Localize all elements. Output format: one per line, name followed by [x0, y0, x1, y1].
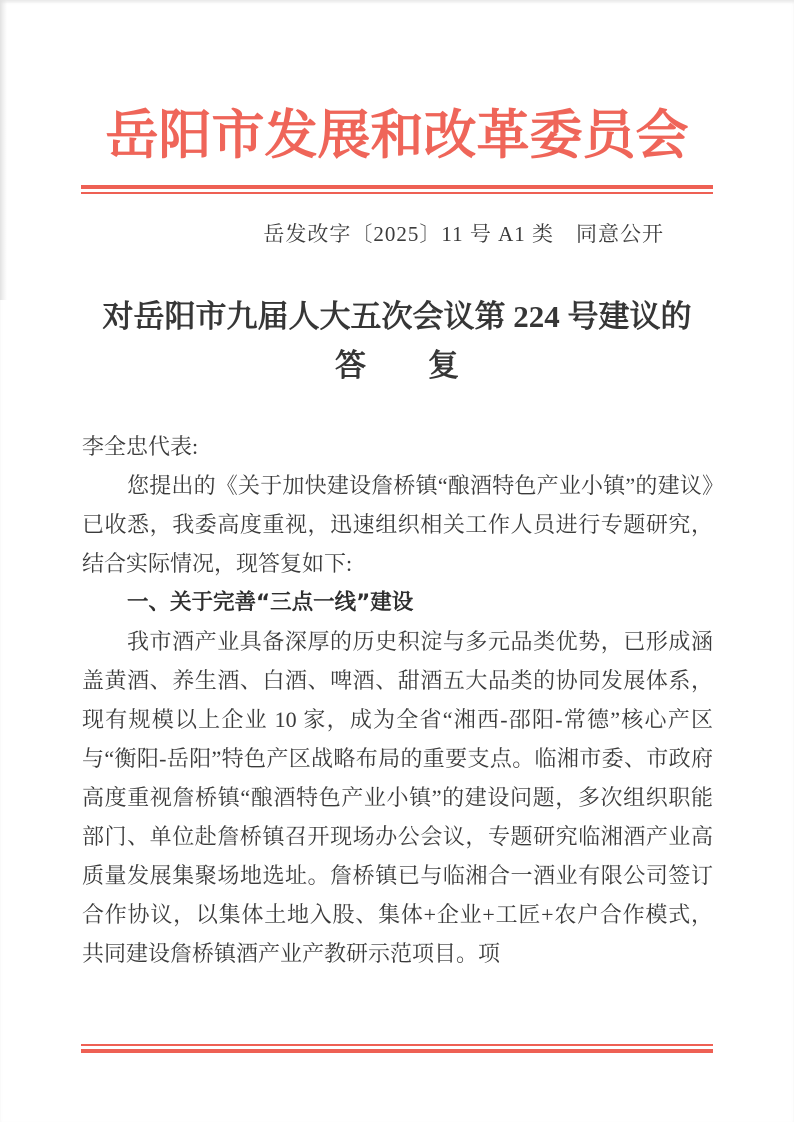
footer-divider [81, 1044, 713, 1053]
footer-divider-thin-line [81, 1044, 713, 1046]
section-1-paragraph: 我市酒产业具备深厚的历史积淀与多元品类优势，已形成涵盖黄酒、养生酒、白酒、啤酒、甜酒五大品类的协同发展体系，现有规模以上企业 10 家，成为全省“湘西-邵阳-常德”核心产区与“衡阳-岳阳”特色产区战略布局的重要支点。临湘市委、市政府高度重视詹桥镇“酿酒特色产业小镇”的建设问题，多次组织职能部门、单位赴詹桥镇召开现场办公会议，专题研究临湘酒产业高质量发展集聚场地选址。詹桥镇已与临湘合一酒业有限公司签订合作协议，以集体土地入股、集体+企业+工匠+农户合作模式，共同建设詹桥镇酒产业产教研示范项目。项 [82, 629, 713, 966]
document-title-line2: 答 复 [335, 348, 459, 383]
letterhead-divider [81, 185, 713, 194]
scan-edge-top [0, 0, 794, 4]
salutation: 李全忠代表: [82, 434, 199, 459]
letter-body [82, 427, 713, 973]
document-title-line1: 对岳阳市九届人大五次会议第 224 号建议的 [102, 299, 692, 334]
letterhead-divider-thick-line [81, 185, 713, 189]
intro-paragraph: 您提出的《关于加快建设詹桥镇“酿酒特色产业小镇”的建议》已收悉，我委高度重视，迅速组织相关工作人员进行专题研究，结合实际情况，现答复如下: [82, 473, 713, 576]
letterhead-divider-thin-line [81, 192, 713, 194]
agency-letterhead-title: 岳阳市发展和改革委员会 [105, 107, 689, 165]
footer-divider-thick-line [81, 1049, 713, 1053]
document-title [0, 292, 794, 390]
section-1-heading: 一、关于完善“三点一线”建设 [127, 590, 414, 615]
document-number: 岳发改字〔2025〕11 号 A1 类 同意公开 [263, 222, 664, 246]
